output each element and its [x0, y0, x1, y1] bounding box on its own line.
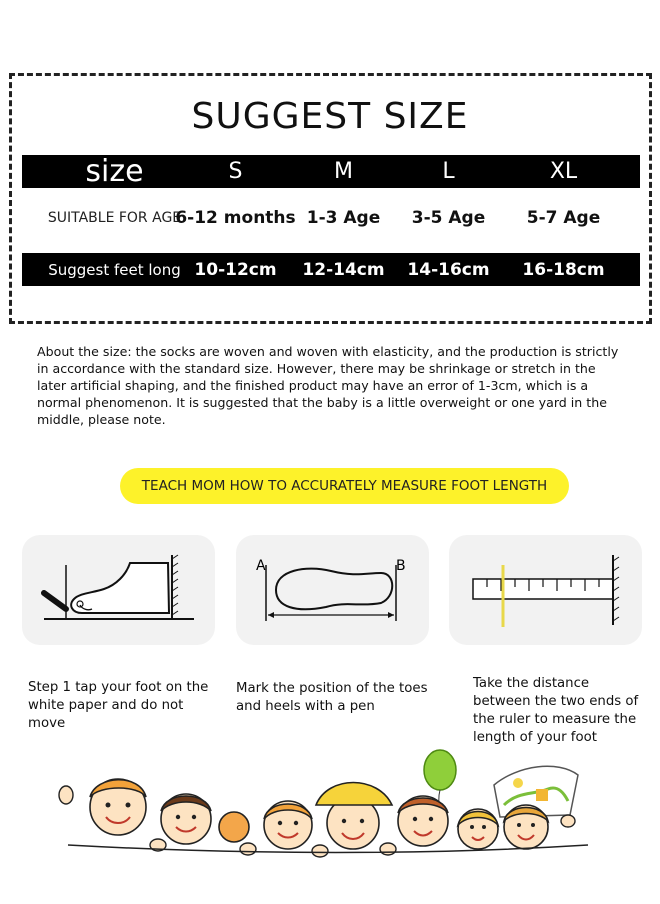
ruler-illustration: [449, 535, 642, 645]
step-2-text: Mark the position of the toes and heels with a pen: [236, 681, 428, 714]
step-1-text: Step 1 tap your foot on the white paper and do not move: [28, 680, 209, 731]
point-a-label: A: [256, 558, 266, 574]
foot-outline-card: [236, 535, 429, 645]
sun-hat-icon: [316, 783, 392, 806]
age-l: 3-5 Age: [411, 207, 486, 228]
foot-on-paper-illustration: [22, 535, 215, 645]
feet-row: [22, 253, 640, 286]
size-header-l: L: [442, 159, 455, 184]
waving-hand-icon: [59, 786, 73, 804]
size-header-m: M: [334, 159, 353, 184]
feet-m: 12-14cm: [302, 259, 385, 280]
measure-banner: TEACH MOM HOW TO ACCURATELY MEASURE FOOT LENGTH: [120, 468, 569, 504]
age-s: 6-12 months: [175, 207, 296, 228]
age-row: [22, 201, 640, 234]
feet-xl: 16-18cm: [522, 259, 605, 280]
foot-on-paper-card: [22, 535, 215, 645]
foot-outline-illustration: [236, 535, 429, 645]
point-b-label: B: [396, 558, 406, 574]
age-xl: 5-7 Age: [526, 207, 601, 228]
ruler-card: [449, 535, 642, 645]
size-header-label: size: [85, 154, 144, 189]
kids-illustration: [48, 745, 618, 860]
size-chart-title: SUGGEST SIZE: [191, 96, 469, 137]
age-row-label: SUITABLE FOR AGE: [47, 209, 182, 226]
size-header-row: [22, 155, 640, 188]
feet-l: 14-16cm: [407, 259, 490, 280]
step-3-text: Take the distance between the two ends of the ruler to measure the length of your foot: [473, 676, 639, 745]
size-note-paragraph: About the size: the socks are woven and woven with elasticity, and the production is strictly in accordance with the standard size. However, there may be shrinkage or stretch in the later artificial shaping, and the finished product may have an error of 1-3cm, which is a normal phenomenon. It is suggested that the baby is a little overweight or one yard in the middle, please note.: [37, 344, 619, 427]
size-header-xl: XL: [549, 159, 578, 184]
balloon-icon: [424, 750, 456, 790]
teddy-bear-icon: [219, 812, 249, 842]
feet-row-label: Suggest feet long: [48, 260, 181, 279]
size-header-s: S: [228, 159, 243, 184]
age-m: 1-3 Age: [306, 207, 381, 228]
feet-s: 10-12cm: [194, 259, 277, 280]
